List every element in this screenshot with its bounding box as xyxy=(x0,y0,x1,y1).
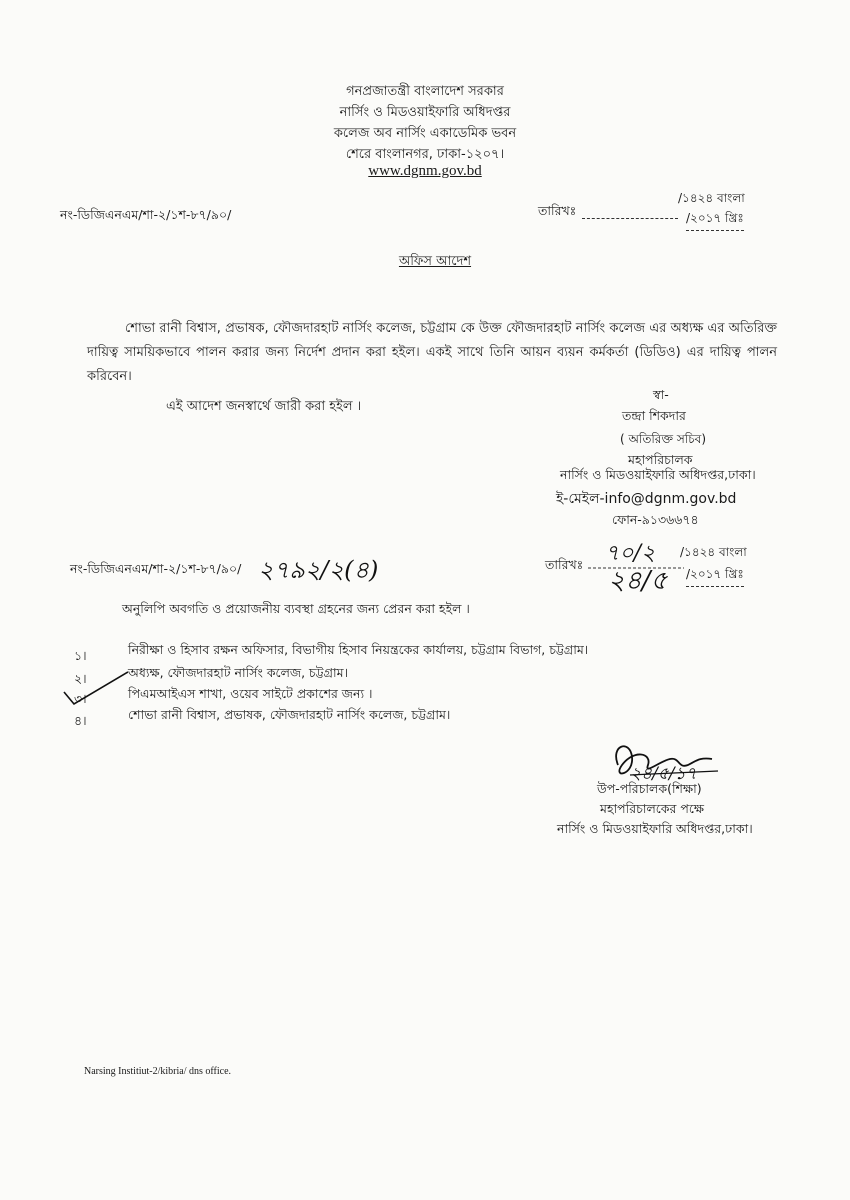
recipient-text: শোভা রানী বিশ্বাস, প্রভাষক, ফৌজদারহাট নার্সিং কলেজ, চট্টগ্রাম। xyxy=(128,707,451,722)
signatory-rank: ( অতিরিক্ত সচিব) xyxy=(620,432,707,446)
copy-signatory-on-behalf: মহাপরিচালকের পক্ষে xyxy=(600,801,705,816)
copy-sign-date-handwritten: ২৪/৫/১৭ xyxy=(630,764,697,784)
memo-reference: নং-ডিজিএনএম/শা-২/১শ-৮৭/৯০/ xyxy=(60,207,232,222)
recipient-number: ৩। xyxy=(74,691,87,706)
header-directorate: নার্সিং ও মিডওয়াইফারি অধিদপ্তর xyxy=(339,105,511,120)
memo-date-label: তারিখঃ xyxy=(538,203,577,218)
header-website[interactable]: www.dgnm.gov.bd xyxy=(368,163,482,179)
tick-mark-icon xyxy=(62,670,132,710)
signature-mark: স্বা- xyxy=(653,387,669,402)
signatory-email[interactable]: ই-মেইল-info@dgnm.gov.bd xyxy=(556,491,737,507)
public-interest-line: এই আদেশ জনস্বার্থে জারী করা হইল । xyxy=(166,399,362,414)
copy-reference-handwritten: ২৭৯২/২(৪) xyxy=(258,556,379,584)
signatory-designation: মহাপরিচালক xyxy=(628,452,693,467)
memo-date-english: /২০১৭ খ্রিঃ xyxy=(686,210,744,231)
copy-date-label: তারিখঃ xyxy=(545,557,584,572)
header-government: গনপ্রজাতন্ত্রী বাংলাদেশ সরকার xyxy=(346,84,504,99)
header-address: শেরে বাংলানগর, ঢাকা-১২০৭। xyxy=(345,147,505,162)
copy-date-handwritten-top: ৭০/২ xyxy=(605,541,656,566)
recipient-text: অধ্যক্ষ, ফৌজদারহাট নার্সিং কলেজ, চট্টগ্রাম। xyxy=(128,665,349,680)
document-title: অফিস আদেশ xyxy=(398,254,472,269)
signatory-office: নার্সিং ও মিডওয়াইফারি অধিদপ্তর,ঢাকা। xyxy=(560,467,756,482)
copy-signatory-office: নার্সিং ও মিডওয়াইফারি অধিদপ্তর,ঢাকা। xyxy=(557,821,753,836)
recipient-text: পিএমআইএস শাখা, ওয়েব সাইটে প্রকাশের জন্য । xyxy=(128,686,373,701)
copy-date-handwritten-bottom: ২৪/৫ xyxy=(608,566,668,596)
recipient-number: ২। xyxy=(74,671,87,686)
copy-signatory-designation: উপ-পরিচালক(শিক্ষা) xyxy=(597,781,702,796)
copy-date-english: /২০১৭ খ্রিঃ xyxy=(686,566,744,587)
signatory-name: তন্দ্রা শিকদার xyxy=(622,408,686,423)
copy-date-divider xyxy=(588,566,688,570)
memo-date-blank xyxy=(582,203,678,219)
recipient-number: ১। xyxy=(74,648,87,663)
order-body: শোভা রানী বিশ্বাস, প্রভাষক, ফৌজদারহাট নার্সিং কলেজ, চট্টগ্রাম কে উক্ত ফৌজদারহাট নার্সিং কলেজ এর অধ্যক্ষ এর অতিরিক্ত দায়িত্ব সাময়িকভাবে পালন করার জন্য নির্দেশ প্রদান করা হইল। একই সাথে তিনি আয়ন ব্যয়ন কর্মকর্তা (ডিডিও) এর দায়িত্ব পালন করিবেন। xyxy=(87,321,777,384)
header-building: কলেজ অব নার্সিং একাডেমিক ভবন xyxy=(333,126,517,141)
recipient-number: ৪। xyxy=(74,713,87,728)
copy-reference: নং-ডিজিএনএম/শা-২/১শ-৮৭/৯০/ xyxy=(70,561,242,576)
footer-note: Narsing Institiut-2/kibria/ dns office. xyxy=(84,1066,232,1077)
memo-date-bangla: /১৪২৪ বাংলা xyxy=(678,191,745,205)
copy-intro: অনুলিপি অবগতি ও প্রয়োজনীয় ব্যবস্থা গ্রহনের জন্য প্রেরন করা হইল । xyxy=(122,601,470,616)
copy-date-bangla: /১৪২৪ বাংলা xyxy=(680,545,747,559)
recipient-text: নিরীক্ষা ও হিসাব রক্ষন অফিসার, বিভাগীয় হিসাব নিয়ন্ত্রকের কার্যালয়, চট্টগ্রাম বিভাগ, চট্টগ্রাম। xyxy=(128,642,589,657)
signatory-phone: ফোন-৯১৩৬৬৭৪ xyxy=(612,512,699,527)
